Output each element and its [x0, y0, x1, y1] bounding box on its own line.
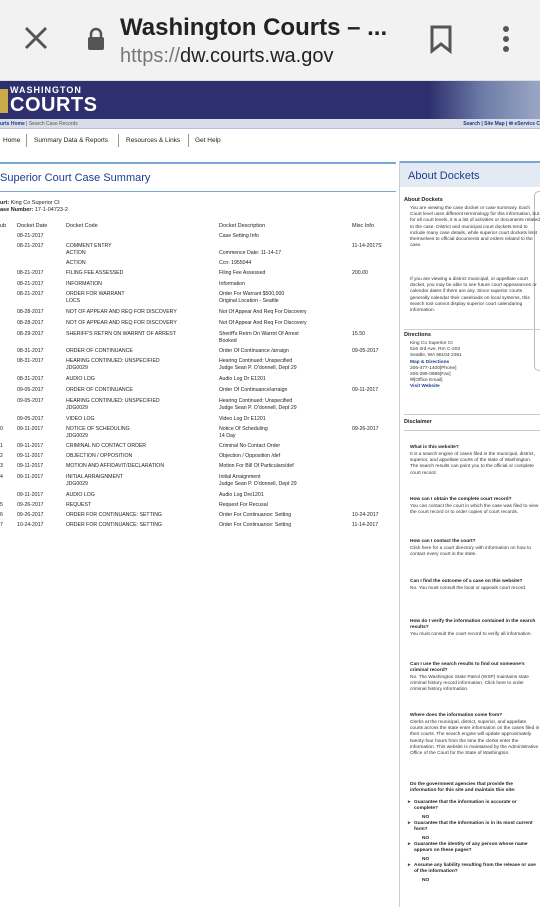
map-directions-link[interactable]: Map & Directions	[410, 359, 450, 365]
faq-answer: Clerks at the municipal, district, superior, and appellate courts across the state enter information on the cases filed in their courts. The search engine will update approximately twenty-four hours from the time the clerks enter the information. This website is maintained by the Administrative Office of the Court for the State of Washington.	[410, 720, 540, 757]
office-email-link[interactable]: [Office Email]	[414, 378, 443, 384]
row-docket-code: ACTION	[66, 260, 86, 266]
row-docket-code: VIDEO LOG	[66, 416, 95, 422]
row-misc-info: 09-11-2017	[352, 387, 379, 393]
disclaimer-bullet: ▸ Assume any liability resulting from the release or use of the information?	[414, 863, 538, 875]
row-docket-code: SHERIFF'S RETRN ON WARRNT OF ARREST	[66, 331, 176, 337]
faq-answer: No. You must consult the local or appeals court record.	[410, 586, 527, 591]
fax-number: 206-296-0986[Fax]	[410, 372, 451, 378]
row-sub-number: 5	[0, 502, 3, 508]
faq-question: Do the government agencies that provide the information for this site and maintain this site:	[410, 782, 516, 794]
faq-question: How can I contact the court?	[410, 539, 476, 544]
row-docket-description: Audio Log Dre1201	[219, 492, 264, 498]
nav-resources[interactable]: Resources & Links	[126, 137, 181, 144]
row-docket-code: NOT OF APPEAR AND REQ FOR DISCOVERY	[66, 309, 177, 315]
row-docket-description: Order For Continuance: Setting	[219, 512, 292, 518]
disclaimer-bullet-answer: NO	[422, 857, 430, 862]
search-case-records-link[interactable]: Search Case Records	[28, 121, 78, 127]
court-address	[410, 341, 540, 391]
row-misc-info: 09-26-2017	[352, 426, 379, 432]
row-docket-description: Ccn: 1955044	[219, 260, 252, 266]
disclaimer-bullet: ▸ Guarantee that the information is accurate or complete?	[414, 800, 538, 812]
case-info	[0, 200, 68, 214]
utility-bar: urts Home | Search Case Records Search | Site Map | ✉ eService C	[0, 121, 540, 127]
faq-answer: You must consult the court record to verify all information.	[410, 632, 532, 637]
court-label: urt:	[0, 200, 10, 206]
row-docket-date: 09-11-2017	[17, 443, 44, 449]
court-value: King Co Superior Ct	[10, 200, 60, 206]
row-docket-description: Order Of Continuance/arraign	[219, 387, 288, 393]
faq-question: How can I obtain the complete court record?	[410, 497, 512, 502]
row-docket-date: 09-26-2017	[17, 502, 44, 508]
row-docket-code: FILING FEE ASSESSED	[66, 270, 124, 276]
faq-answer: No. The Washington State Patrol (WSP) maintains state criminal history record information. Click here to order criminal history information.	[410, 675, 529, 693]
row-docket-date: 08-21-2017	[17, 281, 44, 287]
header-photo	[428, 81, 540, 119]
row-docket-description: Notice Of Scheduling 14 Day	[219, 426, 268, 439]
row-docket-code: NOT OF APPEAR AND REQ FOR DISCOVERY	[66, 320, 177, 326]
row-docket-code: INITIAL ARRAIGNMENT JDG0029	[66, 474, 123, 487]
row-docket-date: 09-05-2017	[17, 387, 44, 393]
case-number-label: ase Number:	[0, 207, 34, 213]
row-docket-date: 09-11-2017	[17, 453, 44, 459]
utility-links[interactable]: Search | Site Map | ✉ eService C	[463, 121, 540, 127]
row-docket-date: 09-11-2017	[17, 426, 44, 432]
row-misc-info: 10-24-2017	[352, 512, 379, 518]
bookmark-icon[interactable]	[428, 24, 454, 54]
row-docket-description: Not Of Appear And Req For Discovery	[219, 320, 307, 326]
case-number-value: 17-1-04723-2	[34, 207, 68, 213]
logo-big-text[interactable]: COURTS	[10, 94, 98, 116]
col-docket-date: Docket Date	[17, 223, 48, 229]
row-docket-description: Order For Warrant $500,000 Original Location - Seattle	[219, 291, 285, 304]
main-nav	[0, 131, 400, 151]
faq-question: Where does the information come from?	[410, 713, 503, 718]
row-docket-code: HEARING CONTINUED: UNSPECIFIED JDG0029	[66, 358, 160, 371]
row-docket-date: 08-21-2017	[17, 233, 44, 239]
row-docket-description: Criminal No Contact Order	[219, 443, 281, 449]
row-docket-code: REQUEST	[66, 502, 92, 508]
row-docket-description: Order For Continuance: Setting	[219, 522, 292, 528]
row-docket-code: CRIMINAL NO CONTACT ORDER	[66, 443, 147, 449]
row-sub-number: 3	[0, 463, 3, 469]
faq-question: Can I find the outcome of a case on this website?	[410, 579, 523, 584]
about-dockets-text-2: If you are viewing a district municipal, or appellate court docket, you may be able to see future court appearances or calendar dates if there are any. Since superior courts generally calendar their caseloads on local systems, this search tool cannot display superior court calendaring information.	[410, 277, 537, 314]
faq-answer: Click here for a court directory with information on how to contact every court in the state.	[410, 546, 532, 558]
row-docket-date: 10-24-2017	[17, 522, 44, 528]
row-sub-number: 4	[0, 474, 3, 480]
more-menu-icon[interactable]	[496, 24, 516, 54]
row-misc-info: 11-14-2017	[352, 522, 379, 528]
courts-home-link[interactable]: urts Home	[0, 121, 25, 127]
page-title: Washington Courts – ...	[120, 14, 388, 41]
row-docket-description: Motion For Bill Of Particulars/def	[219, 463, 294, 469]
header-rule	[0, 191, 396, 192]
directions-heading: Directions	[404, 332, 431, 338]
nav-get-help[interactable]: Get Help	[195, 137, 221, 144]
col-misc-info: Misc Info	[352, 223, 375, 229]
row-docket-date: 08-21-2017	[17, 243, 44, 249]
row-docket-code: AUDIO LOG	[66, 492, 95, 498]
disclaimer-bullet-answer: NO	[422, 836, 430, 841]
address-line: Seattle, WA 98104-2361	[410, 353, 462, 359]
disclaimer-bullet: ▸ Guarantee the identity of any person whose name appears on these pages?	[414, 842, 538, 854]
row-docket-description: Request For Recusal	[219, 502, 268, 508]
nav-divider	[188, 134, 189, 147]
row-docket-date: 09-11-2017	[17, 463, 44, 469]
divider	[404, 430, 540, 431]
about-dockets-sidebar	[399, 161, 540, 907]
row-sub-number: 6	[0, 512, 3, 518]
row-docket-code: ORDER OF CONTINUANCE	[66, 387, 133, 393]
row-docket-description: Case Setting Info	[219, 233, 259, 239]
about-dockets-text: You are viewing the case docket or case summary. Each Court level uses different terminology for this information, but for all court levels, it is a list of activities or documents related to the case. District and municipal court dockets tend to include many case details, while superior court dockets limit themselves to official documents and orders related to the case.	[410, 206, 540, 249]
row-docket-date: 08-31-2017	[17, 376, 44, 382]
row-docket-date: 08-29-2017	[17, 331, 44, 337]
row-docket-code: ORDER FOR CONTINUANCE: SETTING	[66, 522, 162, 528]
col-docket-description: Docket Description	[219, 223, 266, 229]
row-docket-date: 08-31-2017	[17, 348, 44, 354]
row-docket-date: 08-21-2017	[17, 270, 44, 276]
url-host: dw.courts.wa.gov	[180, 45, 334, 67]
row-docket-code: ORDER FOR CONTINUANCE: SETTING	[66, 512, 162, 518]
faq-answer: You can contact the court in which the case was filed to view the court record or to order copies of court records.	[410, 504, 539, 516]
visit-website-link[interactable]: Visit Website	[410, 384, 440, 390]
row-docket-description: Not Of Appear And Req For Discovery	[219, 309, 307, 315]
nav-divider	[26, 134, 27, 147]
row-docket-date: 09-26-2017	[17, 512, 44, 518]
url-bar[interactable]	[120, 45, 333, 68]
faq-answer: It is a search engine of cases filed in the municipal, district, superior, and appellate courts of the state of Washington. The search results can point you to the official or complete court record.	[410, 452, 535, 476]
row-docket-date: 09-11-2017	[17, 492, 44, 498]
col-docket-code: Docket Code	[66, 223, 98, 229]
row-docket-description: Video Log Dr E1201	[219, 416, 266, 422]
row-misc-info: 09-05-2017	[352, 348, 379, 354]
row-docket-code: ORDER OF CONTINUANCE	[66, 348, 133, 354]
row-docket-date: 08-21-2017	[17, 291, 44, 297]
row-docket-code: AUDIO LOG	[66, 376, 95, 382]
browser-toolbar	[0, 0, 540, 81]
address-line: King Co Superior Ct	[410, 341, 453, 346]
row-docket-description: Hearing Continued: Unspecified Judge Sean P. O'donnell, Dept 29	[219, 398, 297, 411]
row-docket-code: MOTION AND AFFIDAVIT/DECLARATION	[66, 463, 165, 469]
sidebar-title: About Dockets	[408, 170, 480, 182]
case-summary-header	[0, 162, 396, 190]
row-docket-date: 08-28-2017	[17, 309, 44, 315]
row-docket-description: Information	[219, 281, 245, 287]
about-dockets-heading: About Dockets	[404, 197, 443, 203]
row-docket-date: 08-31-2017	[17, 358, 44, 364]
row-docket-description: Audio Log Dr E1201	[219, 376, 266, 382]
address-line: 516 3rd Ave, Rm C-203	[410, 347, 461, 353]
logo-mark-icon	[0, 89, 8, 113]
case-summary-title: Superior Court Case Summary	[0, 172, 151, 184]
row-misc-info: 200.00	[352, 270, 368, 276]
faq-question: How do I verify the information contained in the search results?	[410, 619, 536, 631]
disclaimer-bullet-answer: NO	[422, 815, 430, 820]
nav-home[interactable]: Home	[3, 137, 21, 144]
lock-icon	[86, 27, 106, 51]
row-docket-date: 09-05-2017	[17, 416, 44, 422]
row-docket-code: NOTICE OF SCHEDULING JDG0029	[66, 426, 130, 439]
row-docket-code: COMMENT ENTRY ACTION	[66, 243, 112, 256]
close-icon[interactable]	[20, 22, 52, 54]
row-sub-number: 0	[0, 426, 3, 432]
faq-question: What is this website?	[410, 445, 459, 450]
disclaimer-bullet: ▸ Guarantee that the information is in its most current form?	[414, 821, 538, 833]
row-docket-code: INFORMATION	[66, 281, 102, 287]
row-docket-description: Commence Date: 11-14-17	[219, 250, 282, 256]
sidebar-header	[400, 161, 540, 187]
logo-small-text: WASHINGTON	[10, 85, 82, 95]
row-docket-description: Initial Arraignment Judge Sean P. O'donnell, Dept 29	[219, 474, 297, 487]
row-sub-number: 2	[0, 453, 3, 459]
row-misc-info: 15.50	[352, 331, 365, 337]
col-sub: ub	[0, 223, 7, 229]
row-docket-description: Objection / Opposition /def	[219, 453, 281, 459]
divider	[404, 414, 540, 415]
row-sub-number: 1	[0, 443, 3, 449]
row-docket-date: 09-11-2017	[17, 474, 44, 480]
url-scheme: https://	[120, 45, 181, 67]
row-docket-code: HEARING CONTINUED: UNSPECIFIED JDG0029	[66, 398, 160, 411]
row-sub-number: 7	[0, 522, 3, 528]
row-misc-info: 11-14-2017S	[352, 243, 382, 249]
disclaimer-bullet-answer: NO	[422, 878, 430, 883]
row-docket-code: OBJECTION / OPPOSITION	[66, 453, 133, 459]
row-docket-description: Filing Fee Assessed	[219, 270, 266, 276]
nav-summary-data[interactable]: Summary Data & Reports	[34, 137, 109, 144]
row-docket-description: Hearing Continued: Unspecified Judge Sean P. O'donnell, Dept 29	[219, 358, 297, 371]
row-docket-description: Order Of Continuance /arraign	[219, 348, 289, 354]
row-docket-date: 08-28-2017	[17, 320, 44, 326]
faq-question: Can I use the search results to find out someone's criminal record?	[410, 662, 525, 674]
envelope-icon: ✉	[410, 378, 415, 384]
disclaimer-heading: Disclaimer	[404, 419, 432, 425]
row-docket-description: Sheriff's Retrn On Warrnt Of Arrest Booked	[219, 331, 299, 344]
docket-table-header	[0, 223, 396, 233]
nav-divider	[118, 134, 119, 147]
row-docket-date: 09-05-2017	[17, 398, 44, 404]
phone-number: 206-477-1400[Phone]	[410, 365, 457, 371]
divider	[404, 329, 540, 330]
row-docket-code: ORDER FOR WARRANT LOCS	[66, 291, 125, 304]
site-banner	[0, 81, 540, 119]
